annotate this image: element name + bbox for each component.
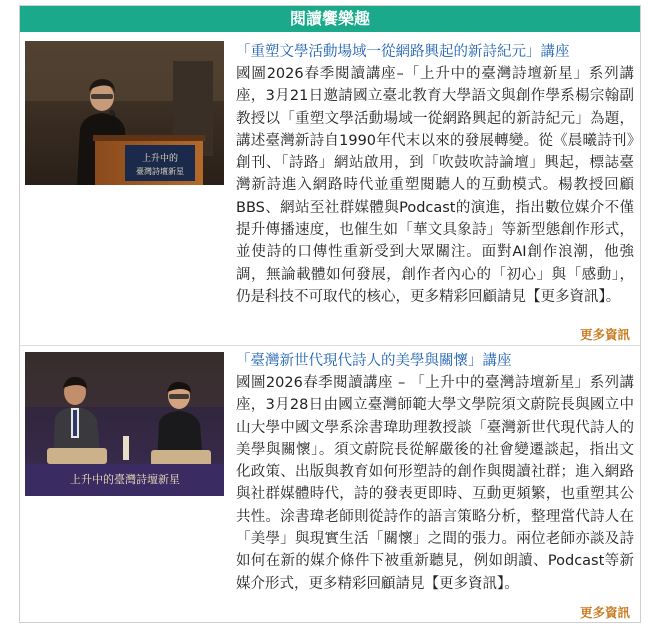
article-text xyxy=(236,41,634,308)
article-item xyxy=(20,33,640,346)
reading-section-panel xyxy=(19,5,641,623)
article-text xyxy=(236,350,634,595)
article-photo[interactable] xyxy=(25,352,224,496)
speaker-photo-2 xyxy=(25,352,224,496)
more-info-link[interactable]: 更多資訊 xyxy=(579,327,630,342)
article-body: 國圖2026春季閱讀講座–「上升中的臺灣詩壇新星」系列講座，3月21日邀請國立臺北教育大學語文與創作學系楊宗翰副教授以「重塑文學活動場域一從網路興起的新詩紀元」為題，講述臺灣新詩自1990年代末以來的發展轉變。從《晨曦詩刊》創刊、「詩路」網站啟用，到「吹鼓吹詩論壇」興起，標誌臺灣新詩進入網路時代並重塑閱聽人的互動模式。楊教授回顧BBS、網站至社群媒體與Podcast的演進，指出數位媒介不僅提升傳播速度，也催生如「華文具象詩」等新型態創作形式，並使詩的口傳性重新受到大眾關注。面對AI創作浪潮，他強調，無論載體如何發展，創作者內心的「初心」與「感動」，仍是科技不可取代的核心，更多精彩回顧請見【更多資訊】。 xyxy=(236,66,634,305)
podium-banner-line1: 上升中的 xyxy=(141,154,179,164)
article-title-link[interactable]: 「重塑文學活動場域一從網路興起的新詩紀元」講座 xyxy=(236,44,570,60)
article-photo[interactable] xyxy=(25,41,224,185)
article-item xyxy=(20,346,640,623)
more-info-link[interactable]: 更多資訊 xyxy=(579,605,630,620)
podium-banner-line2: 臺灣詩壇新星 xyxy=(136,167,184,176)
article-title-link[interactable]: 「臺灣新世代現代詩人的美學與關懷」講座 xyxy=(236,353,512,369)
section-header: 閱讀饗樂趣 xyxy=(20,6,640,32)
stage-banner-text: 上升中的臺灣詩壇新星 xyxy=(70,473,180,486)
article-body: 國圖2026春季閱讀講座 – 「上升中的臺灣詩壇新星」系列講座，3月28日由國立臺灣師範大學文學院須文蔚院長與國立中山大學中國文學系涂書瑋助理教授談「臺灣新世代現代詩人的美學與關懷」。須文蔚院長從解嚴後的社會變遷談起，指出文化政策、出版與教育如何形塑詩的創作與閱讀社群；進入網路與社群媒體時代，詩的發表更即時、互動更頻繁，也重塑其公共性。涂書瑋老師則從詩作的語言策略分析，整理當代詩人在「美學」與現實生活「關懷」之間的張力。兩位老師亦談及詩如何在新的媒介條件下被重新聽見，例如朗讀、Podcast等新媒介形式，更多精彩回顧請見【更多資訊】。 xyxy=(236,375,634,592)
speaker-photo-1 xyxy=(25,41,224,185)
